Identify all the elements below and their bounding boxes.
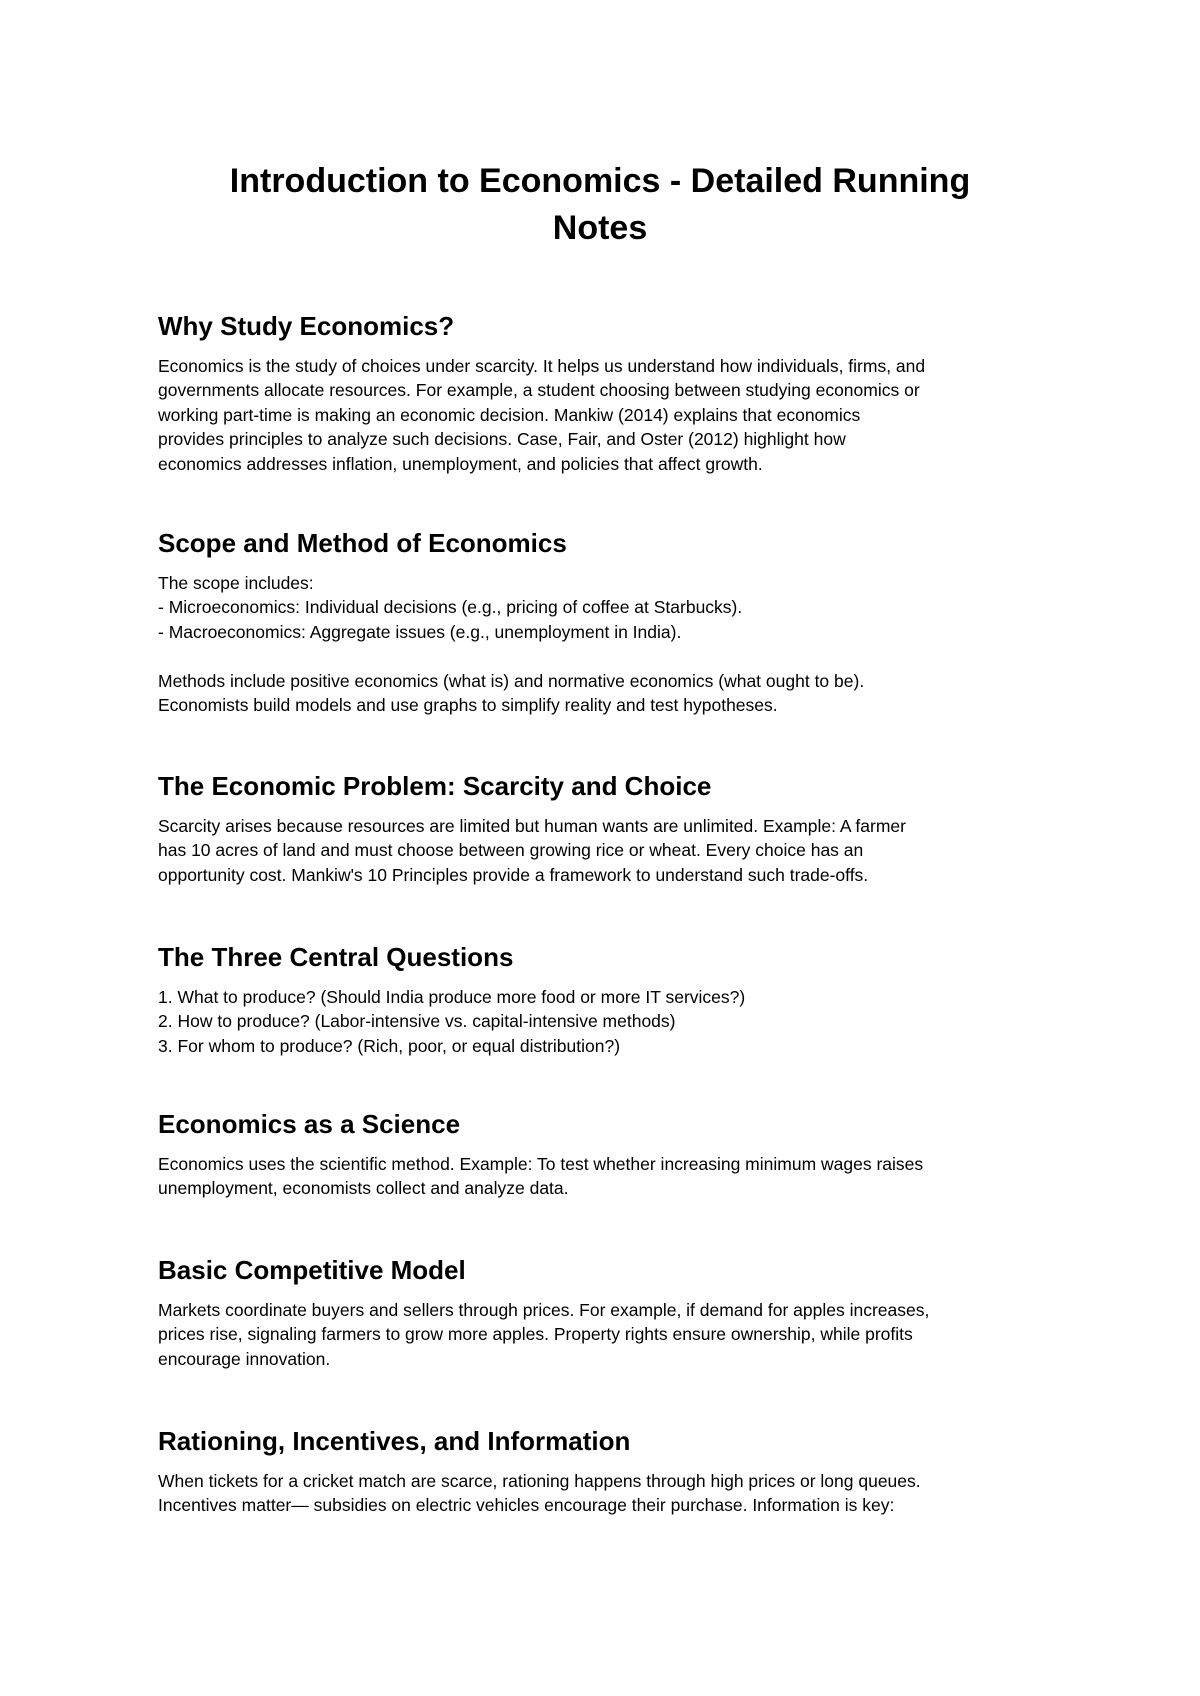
body-line: unemployment, economists collect and analyze data. xyxy=(158,1178,569,1199)
list-item-what-to-produce: 1. What to produce? (Should India produce more food or more IT services?) xyxy=(158,987,746,1007)
list-item-for-whom-to-produce: 3. For whom to produce? (Rich, poor, or equal distribution?) xyxy=(158,1035,621,1056)
section-body xyxy=(158,354,1058,476)
body-line: economics addresses inflation, unemployment, and policies that affect growth. xyxy=(158,453,763,474)
section-economics-as-science xyxy=(158,1108,1058,1201)
list-item-macroeconomics: - Macroeconomics: Aggregate issues (e.g., unemployment in India). xyxy=(158,621,682,642)
section-heading: Rationing, Incentives, and Information xyxy=(158,1426,631,1456)
list-item-how-to-produce: 2. How to produce? (Labor-intensive vs. capital-intensive methods) xyxy=(158,1011,676,1032)
section-body xyxy=(158,571,1058,717)
section-economic-problem xyxy=(158,770,1058,887)
section-body xyxy=(158,1152,1058,1201)
document-title-line-2: Notes xyxy=(552,209,648,247)
section-heading: The Three Central Questions xyxy=(158,942,514,972)
section-heading: The Economic Problem: Scarcity and Choice xyxy=(158,771,712,801)
body-line: The scope includes: xyxy=(158,573,314,593)
body-line: opportunity cost. Mankiw's 10 Principles provide a framework to understand such trade-offs. xyxy=(158,864,869,885)
body-line: encourage innovation. xyxy=(158,1348,331,1369)
section-scope-and-method xyxy=(158,527,1058,717)
body-line: When tickets for a cricket match are scarce, rationing happens through high prices or long queues. xyxy=(158,1471,921,1491)
section-body xyxy=(158,1469,1058,1518)
body-line: prices rise, signaling farmers to grow more apples. Property rights ensure ownership, while profits xyxy=(158,1324,913,1345)
body-line: Scarcity arises because resources are limited but human wants are unlimited. Example: A farmer xyxy=(158,816,906,836)
body-line: working part-time is making an economic decision. Mankiw (2014) explains that economics xyxy=(158,404,861,425)
list-item-microeconomics: - Microeconomics: Individual decisions (e.g., pricing of coffee at Starbucks). xyxy=(158,597,743,618)
body-line: Methods include positive economics (what is) and normative economics (what ought to be). xyxy=(158,670,865,691)
body-line: Incentives matter— subsidies on electric vehicles encourage their purchase. Information is key: xyxy=(158,1495,895,1516)
body-line: has 10 acres of land and must choose between growing rice or wheat. Every choice has an xyxy=(158,840,864,861)
section-body xyxy=(158,985,1058,1058)
document-title-line-1: Introduction to Economics - Detailed Running xyxy=(229,162,971,200)
section-why-study-economics xyxy=(158,310,1058,476)
section-heading: Economics as a Science xyxy=(158,1109,461,1139)
section-three-central-questions xyxy=(158,941,1058,1058)
document-title xyxy=(190,158,1010,252)
body-line: Economics uses the scientific method. Example: To test whether increasing minimum wages raises xyxy=(158,1154,924,1174)
body-line: Economists build models and use graphs to simplify reality and test hypotheses. xyxy=(158,695,778,716)
section-rationing-incentives-information xyxy=(158,1425,1058,1518)
section-body xyxy=(158,814,1058,887)
body-line: Markets coordinate buyers and sellers through prices. For example, if demand for apples increases, xyxy=(158,1300,930,1320)
body-line: provides principles to analyze such decisions. Case, Fair, and Oster (2012) highlight how xyxy=(158,429,846,450)
paragraph-gap xyxy=(158,644,1058,668)
section-heading: Why Study Economics? xyxy=(158,311,455,341)
section-heading: Scope and Method of Economics xyxy=(158,528,567,558)
body-line: Economics is the study of choices under scarcity. It helps us understand how individuals, firms, and xyxy=(158,356,926,376)
section-heading: Basic Competitive Model xyxy=(158,1255,466,1285)
body-line: governments allocate resources. For example, a student choosing between studying economics or xyxy=(158,380,920,401)
section-body xyxy=(158,1298,1058,1371)
section-basic-competitive-model xyxy=(158,1254,1058,1371)
